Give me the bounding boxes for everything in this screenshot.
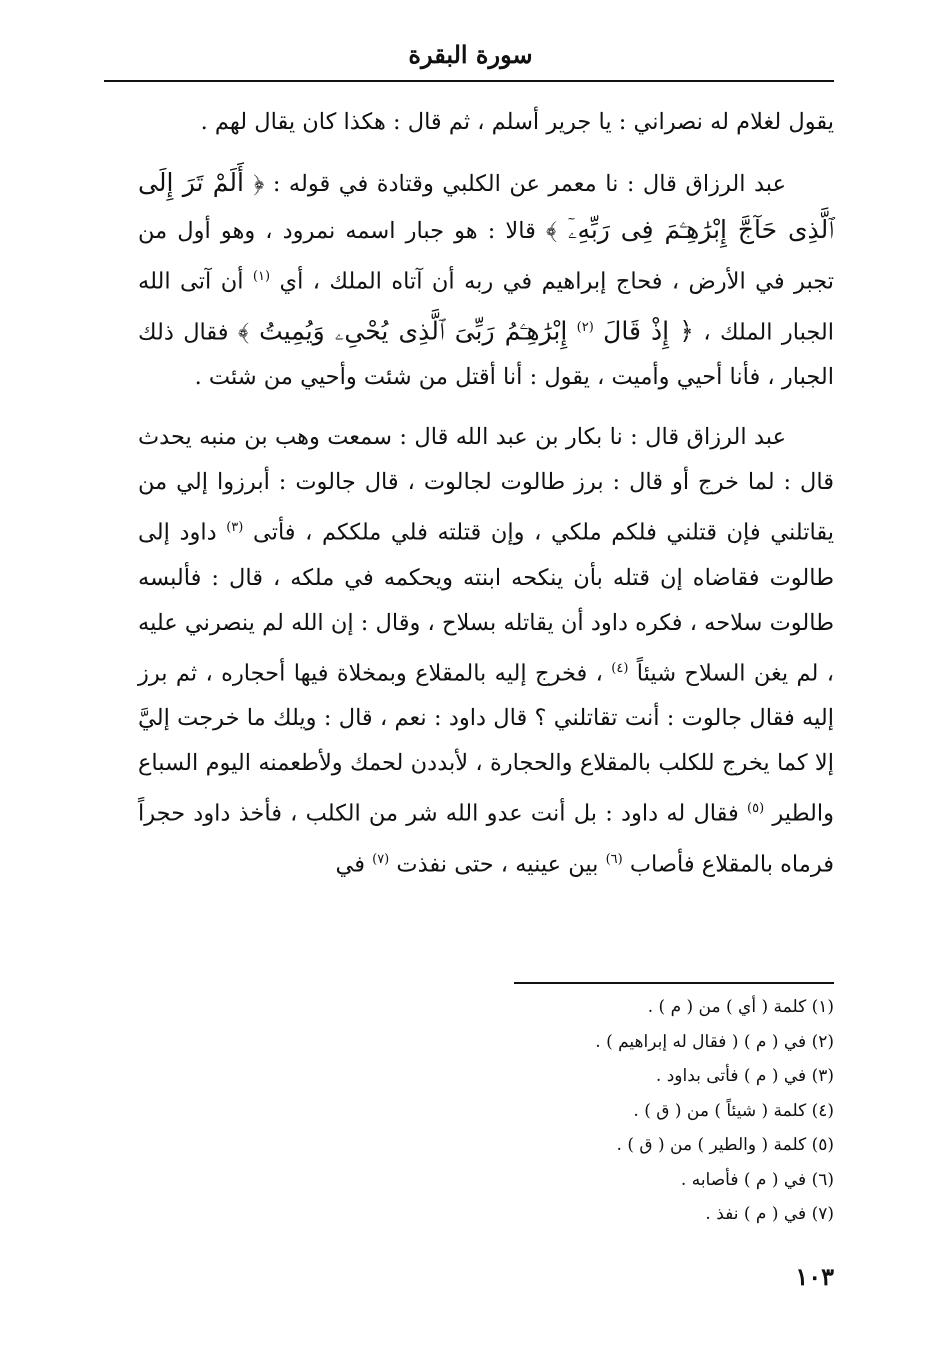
quran-verse: ﴿ إِذْ قَالَ bbox=[603, 316, 694, 345]
page-header-title: سورة البقرة bbox=[408, 40, 533, 69]
narration-text: عبد الرزاق قال : نا معمر عن الكلبي وقتادة في قوله : bbox=[272, 171, 787, 197]
main-text bbox=[138, 100, 834, 902]
narration-text: قالا : هو جبار اسمه نمرود ، وهو أول من تجبر في الأرض ، فحاج إبراهيم في ربه أن آتاه الملك ، أي bbox=[138, 218, 835, 295]
footnote-item: (٧) في ( م ) نفذ . bbox=[705, 1204, 834, 1224]
footnote-item: (١) كلمة ( أي ) من ( م ) . bbox=[647, 997, 834, 1017]
narration-text: فقال ذلك الجبار ، فأنا أحيي وأميت ، يقول : أنا أقتل من شئت وأحيي من شئت . bbox=[138, 319, 834, 390]
footnote-reference: (٤) bbox=[611, 660, 629, 676]
narration-text: في bbox=[335, 851, 365, 877]
footnote-item: (٥) كلمة ( والطير ) من ( ق ) . bbox=[616, 1135, 834, 1155]
footnote-item: (٤) كلمة ( شيئاً ) من ( ق ) . bbox=[633, 1100, 834, 1121]
page-number: ١٠٣ bbox=[795, 1262, 834, 1291]
paragraph-continuation: يقول لغلام له نصراني : يا جرير أسلم ، ثم قال : هكذا كان يقال لهم . bbox=[200, 109, 834, 135]
footnote-divider bbox=[514, 982, 834, 984]
header-divider bbox=[104, 80, 834, 82]
footnote-reference: (٥) bbox=[747, 801, 765, 816]
footnote-reference: (٣) bbox=[226, 520, 244, 535]
narration-text: فقال له داود : بل أنت عدو الله شر من الكلب ، فأخذ داود حجراً فرماه بالمقلاع فأصاب bbox=[138, 800, 834, 877]
quran-verse: ﴿ أَلَمْ تَرَ إِلَى ٱلَّذِى حَآجَّ إِبْرَٰهِـۧمَ فِى رَبِّهِۦٓ ﴾ bbox=[138, 168, 835, 244]
paragraph-kalbi-narration bbox=[138, 160, 834, 400]
footnote-item: (٢) في ( م ) ( فقال له إبراهيم ) . bbox=[595, 1031, 834, 1052]
footnote-item: (٣) في ( م ) فأتى بداود . bbox=[655, 1066, 834, 1086]
footnote-reference: (٦) bbox=[605, 851, 623, 867]
narration-text: ، فخرج إليه بالمقلاع وبمخلاة فيها أحجاره ، ثم برز إليه فقال جالوت : أنت تقاتلني ؟ قال داود : نعم ، قال : ويلك ما خرجت إليَّ إلا كما يخرج للكلب بالمقلاع والحجارة ، لأبددن لحمك ولأطعمنه اليوم السباع والطير bbox=[138, 660, 834, 827]
quran-verse: إِبْرَٰهِـۧمُ رَبِّىَ ٱلَّذِى يُحْىِۦ وَيُمِيتُ ﴾ bbox=[237, 316, 568, 345]
footnote-reference: (١) bbox=[252, 269, 271, 284]
narration-text: أن آتى الله الجبار الملك ، bbox=[138, 268, 834, 345]
footnote-reference: (٢) bbox=[576, 319, 594, 335]
paragraph-wahb-narration bbox=[138, 415, 834, 887]
footnote-item: (٦) في ( م ) فأصابه . bbox=[680, 1169, 834, 1190]
footnote-reference: (٧) bbox=[372, 851, 390, 867]
narration-text: داود إلى طالوت فقاضاه إن قتله بأن ينكحه ابنته ويحكمه في ملكه ، قال : فألبسه طالوت سلاحه ، فكره داود أن يقاتله بسلاح ، وقال : إن الله لم ينصرني عليه ، لم يغن السلاح شيئاً bbox=[138, 519, 834, 686]
narration-text: بين عينيه ، حتى نفذت bbox=[396, 851, 599, 877]
narration-text: عبد الرزاق قال : نا بكار بن عبد الله قال : سمعت وهب بن منبه يحدث قال : لما خرج أو قال : برز طالوت لجالوت ، قال جالوت : أبرزوا إلي من يقاتلني فإن قتلني فلكم ملكي ، وإن قتلته فلي ملككم ، فأتى bbox=[138, 424, 835, 546]
footnote-list bbox=[334, 990, 834, 1232]
